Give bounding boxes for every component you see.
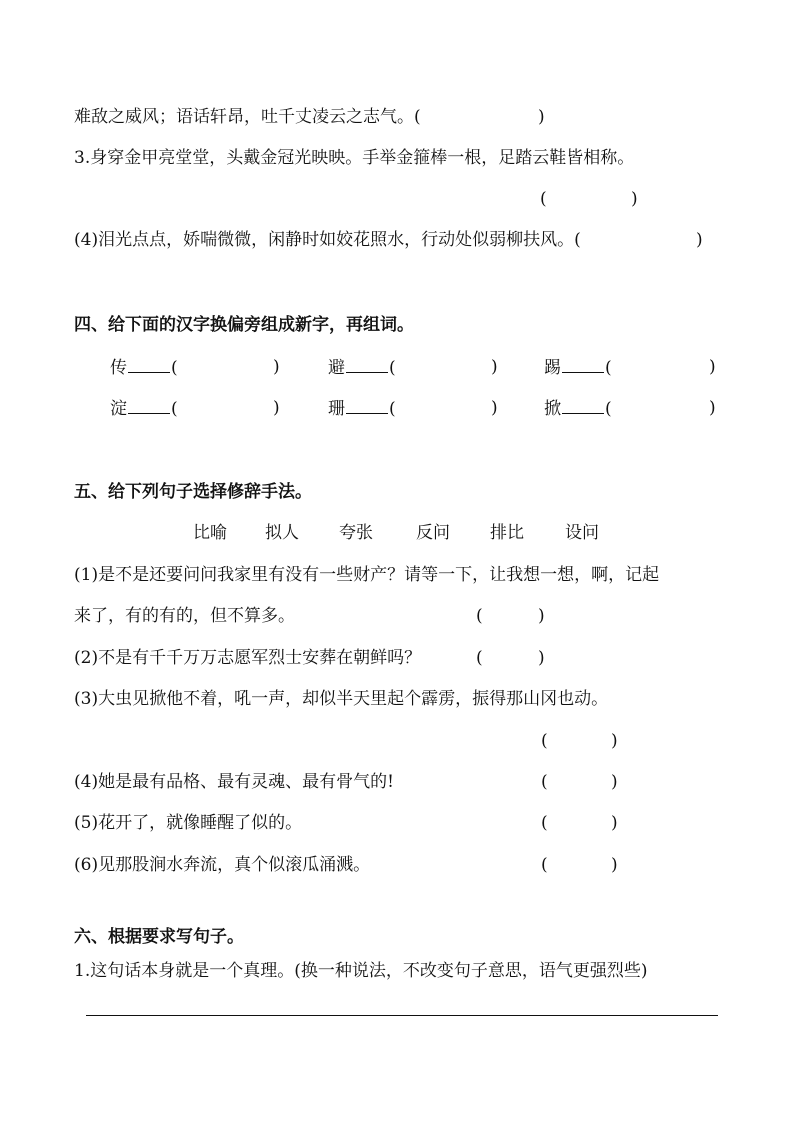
bracket-close: ) [491, 398, 498, 418]
section-title: 六、根据要求写句子。 [74, 927, 244, 947]
answer-bracket-close: ) [611, 855, 618, 875]
char-item [328, 356, 396, 379]
section-title: 四、给下面的汉字换偏旁组成新字，再组词。 [74, 315, 414, 335]
base-char: 踢 [544, 358, 561, 378]
bracket-close: ) [273, 398, 280, 418]
bracket-close: ) [491, 357, 498, 377]
option-niren: 拟人 [265, 523, 299, 543]
answer-bracket-open: ( [541, 731, 548, 751]
question-2: (2)不是有千千万万志愿军烈士安葬在朝鲜吗？ [74, 648, 422, 668]
answer-bracket-open: ( [541, 855, 548, 875]
char-item [110, 356, 178, 379]
bracket-close: ) [273, 357, 280, 377]
fill-blank[interactable] [128, 397, 170, 414]
bracket-open: ( [171, 358, 178, 378]
section-title: 五、给下列句子选择修辞手法。 [74, 482, 312, 502]
sentence-line [74, 106, 421, 128]
answer-bracket-close: ) [696, 230, 703, 250]
char-item [328, 397, 396, 420]
answer-bracket-open: ( [541, 772, 548, 792]
bracket-close: ) [709, 357, 716, 377]
answer-bracket-close: ) [611, 772, 618, 792]
question-3: (3)大虫见掀他不着，吼一声，却似半天里起个霹雳，振得那山冈也动。 [74, 689, 609, 709]
char-item [544, 397, 612, 420]
answer-line[interactable] [86, 1015, 718, 1016]
question-1: 1.这句话本身就是一个真理。(换一种说法，不改变句子意思，语气更强烈些) [74, 961, 648, 981]
char-item [110, 397, 178, 420]
answer-bracket-close: ) [538, 107, 545, 127]
answer-bracket-open: ( [476, 606, 483, 626]
fill-blank[interactable] [562, 356, 604, 373]
bracket-open: ( [389, 358, 396, 378]
bracket-open: ( [171, 399, 178, 419]
answer-bracket-open: ( [540, 189, 547, 209]
option-bihu: 比喻 [193, 523, 227, 543]
answer-bracket-close: ) [611, 813, 618, 833]
answer-bracket-open: ( [541, 813, 548, 833]
sentence-line: 3.身穿金甲亮堂堂，头戴金冠光映映。手举金箍棒一根，足踏云鞋皆相称。 [74, 148, 635, 168]
fill-blank[interactable] [346, 397, 388, 414]
answer-bracket-close: ) [631, 189, 638, 209]
option-kuazhang: 夸张 [339, 523, 373, 543]
question-1-line1: (1)是不是还要问问我家里有没有一些财产？请等一下，让我想一想，啊，记起 [74, 565, 660, 585]
base-char: 淀 [110, 399, 127, 419]
question-1-line2: 来了，有的有的，但不算多。 [74, 606, 295, 626]
sentence-line: (4)泪光点点，娇喘微微，闲静时如姣花照水，行动处似弱柳扶风。( [74, 230, 581, 250]
answer-bracket-close: ) [538, 648, 545, 668]
base-char: 掀 [544, 399, 561, 419]
fill-blank[interactable] [128, 356, 170, 373]
bracket-open: ( [605, 399, 612, 419]
option-paibi: 排比 [490, 523, 524, 543]
bracket-close: ) [709, 398, 716, 418]
base-char: 传 [110, 358, 127, 378]
question-5: (5)花开了，就像睡醒了似的。 [74, 813, 303, 833]
option-shewen: 设问 [565, 523, 599, 543]
base-char: 珊 [328, 399, 345, 419]
bracket-open: ( [605, 358, 612, 378]
answer-bracket-close: ) [611, 731, 618, 751]
char-item [544, 356, 612, 379]
answer-bracket-open: ( [476, 648, 483, 668]
sentence-text: 难敌之威风；语话轩昂，吐千丈凌云之志气。( [74, 107, 421, 127]
option-fanwen: 反问 [416, 523, 450, 543]
answer-bracket-close: ) [538, 606, 545, 626]
fill-blank[interactable] [562, 397, 604, 414]
fill-blank[interactable] [346, 356, 388, 373]
bracket-open: ( [389, 399, 396, 419]
question-4: (4)她是最有品格、最有灵魂、最有骨气的! [74, 772, 394, 792]
base-char: 避 [328, 358, 345, 378]
question-6: (6)见那股涧水奔流，真个似滚瓜涌溅。 [74, 855, 371, 875]
